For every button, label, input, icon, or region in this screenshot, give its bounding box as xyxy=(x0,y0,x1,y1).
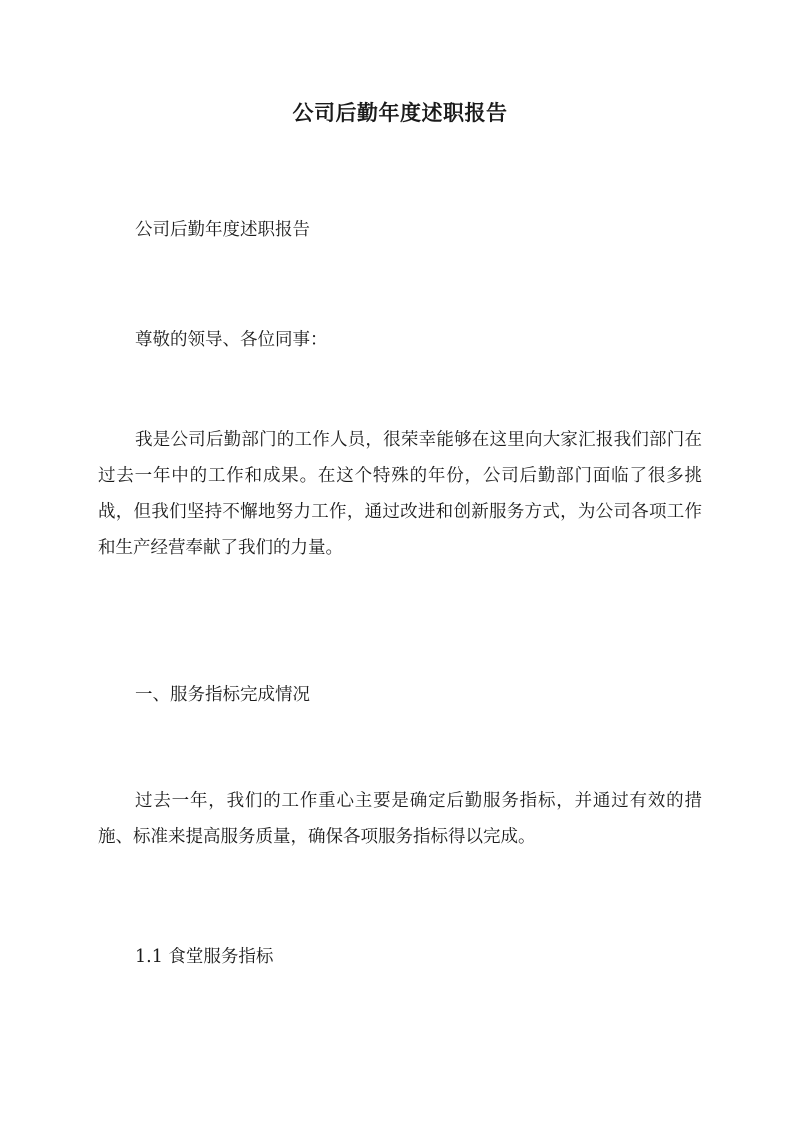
subsection-1-1-heading: 1.1 食堂服务指标 xyxy=(135,947,274,967)
greeting-paragraph: 尊敬的领导、各位同事： xyxy=(135,330,328,350)
section-1-body: 过去一年，我们的工作重心主要是确定后勤服务指标，并通过有效的措施、标准来提高服务质量，确保各项服务指标得以完成。 xyxy=(98,791,702,847)
report-subtitle: 公司后勤年度述职报告 xyxy=(135,220,310,240)
intro-paragraph: 我是公司后勤部门的工作人员，很荣幸能够在这里向大家汇报我们部门在过去一年中的工作和成果。在这个特殊的年份，公司后勤部门面临了很多挑战，但我们坚持不懈地努力工作，通过改进和创新服务方式，为公司各项工作和生产经营奉献了我们的力量。 xyxy=(98,430,702,558)
section-1-heading: 一、服务指标完成情况 xyxy=(135,685,310,705)
document-title: 公司后勤年度述职报告 xyxy=(292,100,508,125)
